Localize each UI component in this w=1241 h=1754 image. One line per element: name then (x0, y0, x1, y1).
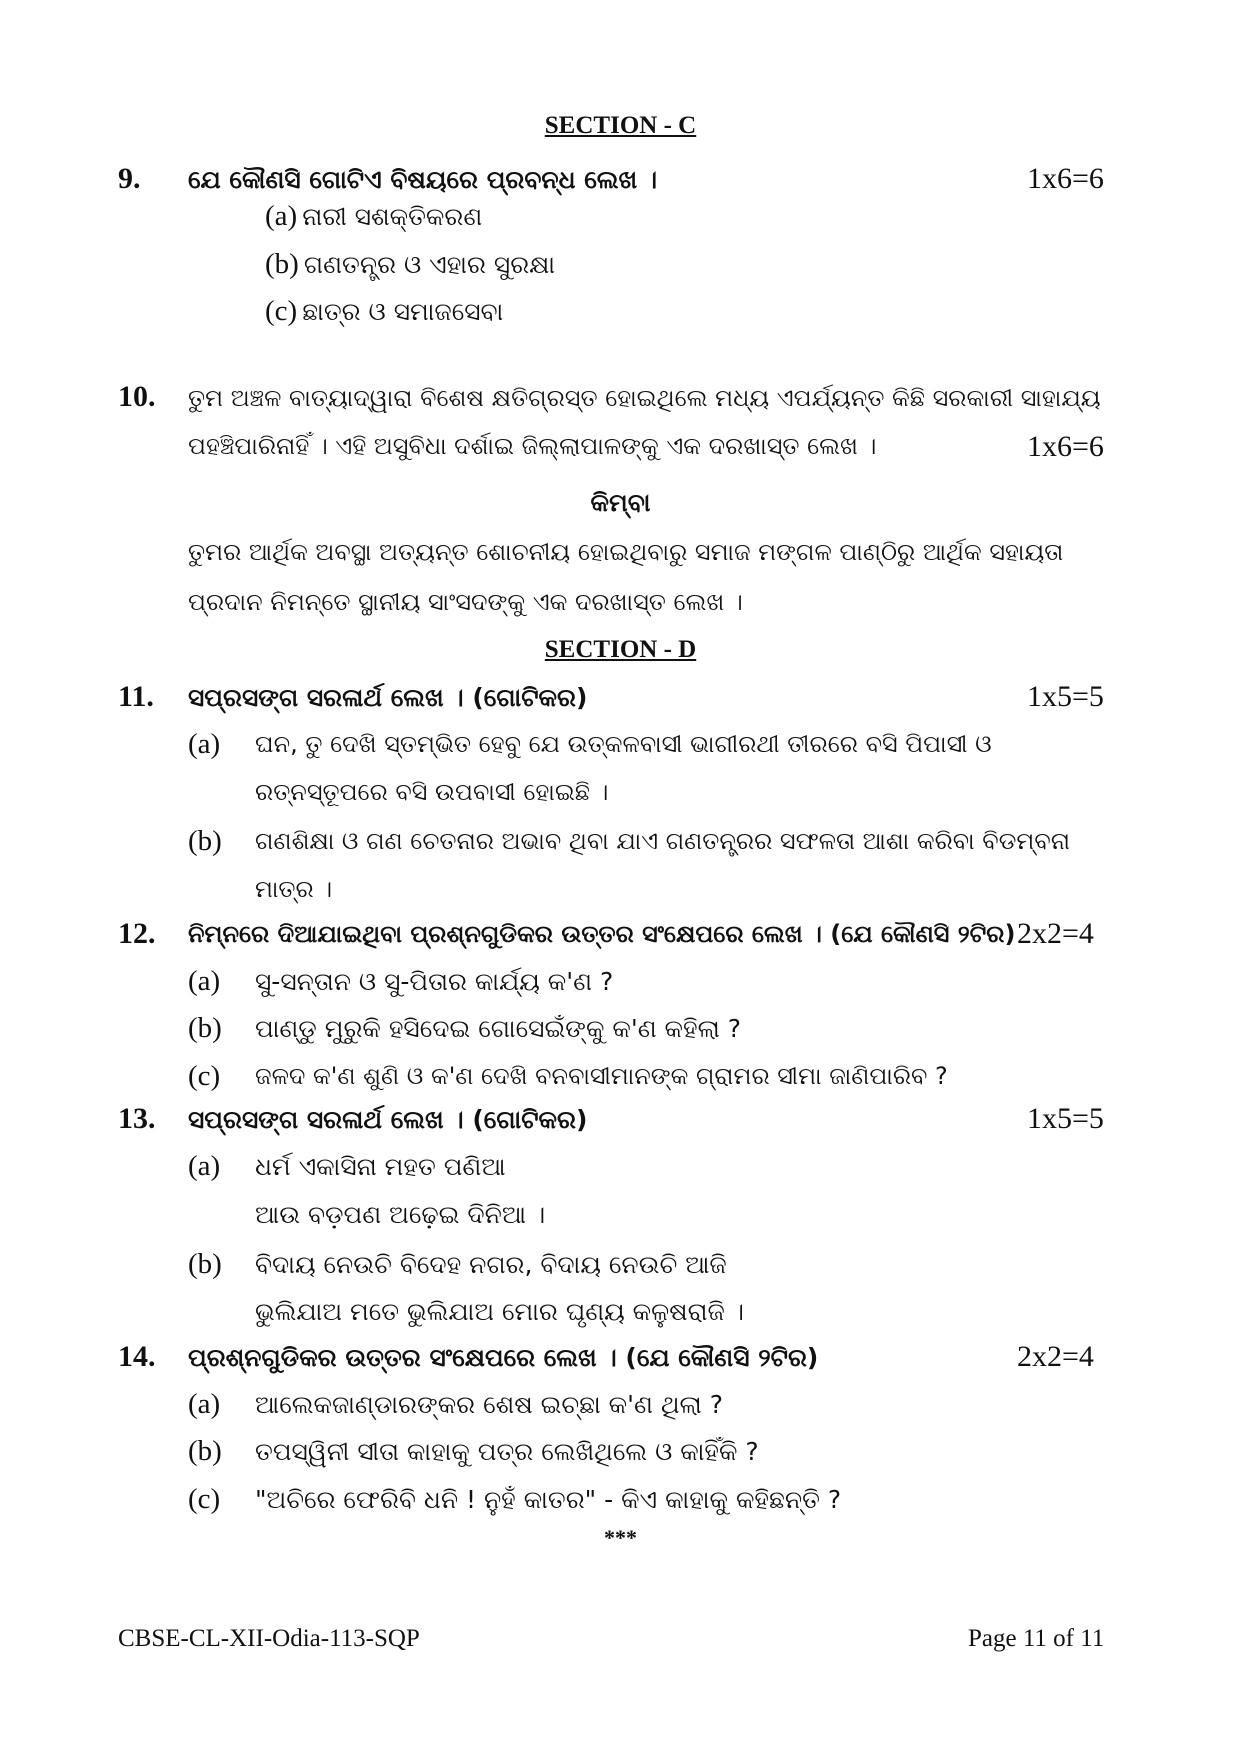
end-marker: *** (604, 1525, 637, 1550)
q12-marks: 2x2=4 (1017, 917, 1094, 950)
q10-line-1: ତୁମ ଅଞ୍ଚଳ ବାତ୍ୟାଦ୍ୱାରା ବିଶେଷ କ୍ଷତିଗ୍ରସ୍ତ ହୋଇଥିଲେ ମଧ୍ୟ ଏପର୍ଯ୍ୟନ୍ତ କିଛି ସରକାରୀ ସାହାଯ୍ୟ (188, 384, 1101, 412)
option-text: ନାରୀ ସଶକ୍ତିକରଣ (302, 202, 483, 231)
q11-b-line-2: ମାତ୍ର । (255, 875, 333, 903)
q10-line-2: ପହଞ୍ଚିପାରିନାହିଁ । ଏହି ଅସୁବିଧା ଦର୍ଶାଇ ଜିଲ୍ଲାପାଳଙ୍କୁ ଏକ ଦରଖାସ୍ତ ଲେଖ । (188, 432, 877, 460)
q14-a-text: ଆଲେକଜାଣ୍ଡାରଙ୍କର ଶେଷ ଇଚ୍ଛା କ'ଣ ଥିଲା ? (255, 1390, 723, 1419)
section-c-heading: SECTION - C (544, 112, 697, 139)
q11-b-label: (b) (188, 825, 222, 857)
section-d-heading: SECTION - D (544, 636, 697, 663)
q10-marks: 1x6=6 (1027, 430, 1104, 463)
q9-option-b (265, 248, 555, 281)
q11-marks: 1x5=5 (1027, 680, 1104, 713)
q11-text: ସପ୍ରସଙ୍ଗ ସରଳାର୍ଥ ଲେଖ । (ଗୋଟିକର) (188, 683, 588, 712)
q13-b-line-1: ବିଦାୟ ନେଉଚି ବିଦେହ ନଗର, ବିଦାୟ ନେଉଚି ଆଜି (255, 1250, 727, 1279)
q12-b-text: ପାଣ୍ଡୁ ମୁରୁକି ହସିଦେଇ ଗୋସେଇଁଙ୍କୁ କ'ଣ କହିଲା ? (255, 1014, 742, 1043)
q12-a-label: (a) (188, 965, 221, 997)
option-text: ଛାତ୍ର ଓ ସମାଜସେବା (302, 297, 504, 326)
q9-option-a (265, 200, 482, 233)
q13-number: 13. (118, 1102, 156, 1135)
q12-b-label: (b) (188, 1012, 222, 1044)
option-text: ଗଣତନ୍ତ୍ର ଓ ଏହାର ସୁରକ୍ଷା (303, 250, 556, 279)
q14-b-label: (b) (188, 1435, 222, 1467)
q14-text: ପ୍ରଶ୍ନଗୁଡିକର ଉତ୍ତର ସଂକ୍ଷେପରେ ଲେଖ । (ଯେ କୌଣସି ୨ଟିର) (188, 1343, 819, 1372)
q11-b-line-1: ଗଣଶିକ୍ଷା ଓ ଗଣ ଚେତନାର ଅଭାବ ଥିବା ଯାଏ ଗଣତନ୍ତ୍ରର ସଫଳତା ଆଶା କରିବା ବିଡମ୍ବନା (255, 827, 1071, 855)
q13-a-line-1: ଧର୍ମ ଏକାସିନା ମହତ ପଣିଆ (255, 1152, 506, 1181)
q11-a-label: (a) (188, 728, 221, 760)
footer-page-number: Page 11 of 11 (968, 1625, 1105, 1652)
q13-b-line-2: ଭୁଲିଯାଅ ମତେ ଭୁଲିଯାଅ ମୋର ଘୃଣ୍ୟ କଳୁଷରାଜି । (255, 1297, 744, 1326)
q9-number: 9. (118, 162, 141, 195)
q12-text: ନିମ୍ନରେ ଦିଆଯାଇଥିବା ପ୍ରଶ୍ନଗୁଡିକର ଉତ୍ତର ସଂକ୍ଷେପରେ ଲେଖ । (ଯେ କୌଣସି ୨ଟିର) (188, 920, 1016, 948)
q10-alt-line-2: ପ୍ରଦାନ ନିମନ୍ତେ ସ୍ଥାନୀୟ ସାଂସଦଙ୍କୁ ଏକ ଦରଖାସ୍ତ ଲେଖ । (188, 588, 743, 616)
q12-a-text: ସୁ-ସନ୍ତାନ ଓ ସୁ-ପିତାର କାର୍ଯ୍ୟ କ'ଣ ? (255, 967, 614, 996)
q14-b-text: ତପସ୍ୱିନୀ ସୀତା କାହାକୁ ପତ୍ର ଲେଖିଥିଲେ ଓ କାହିଁକି ? (255, 1437, 759, 1466)
q14-c-label: (c) (188, 1483, 221, 1515)
q11-number: 11. (118, 680, 154, 713)
q12-c-text: ଜଳଦ କ'ଣ ଶୁଣି ଓ କ'ଣ ଦେଖି ବନବାସୀମାନଙ୍କ ଗ୍ରାମର ସୀମା ଜାଣିପାରିବ ? (255, 1062, 948, 1090)
q11-a-line-1: ଘନ, ତୁ ଦେଖି ସ୍ତମ୍ଭିତ ହେବୁ ଯେ ଉତ୍କଳବାସୀ ଭାଗୀରଥୀ ତୀରରେ ବସି ପିପାସୀ ଓ (255, 730, 992, 758)
q14-a-label: (a) (188, 1388, 221, 1420)
q12-c-label: (c) (188, 1060, 221, 1092)
q12-number: 12. (118, 917, 156, 950)
option-label: (c) (265, 295, 298, 327)
q13-b-label: (b) (188, 1248, 222, 1280)
q10-alt-line-1: ତୁମର ଆର୍ଥିକ ଅବସ୍ଥା ଅତ୍ୟନ୍ତ ଶୋଚନୀୟ ହୋଇଥିବାରୁ ସମାଜ ମଙ୍ଗଳ ପାଣ୍ଠିରୁ ଆର୍ଥିକ ସହାୟତା (188, 538, 1064, 566)
q13-a-line-2: ଆଉ ବଡ଼ପଣ ଅଢ଼େଇ ଦିନିଆ । (255, 1200, 546, 1229)
option-label: (a) (265, 200, 298, 232)
q10-number: 10. (118, 380, 156, 413)
q13-marks: 1x5=5 (1027, 1102, 1104, 1135)
q14-c-text: "ଅଚିରେ ଫେରିବି ଧନି ! ନୁହଁ କାତର" - କିଏ କାହାକୁ କହିଛନ୍ତି ? (255, 1485, 842, 1514)
q10-or: କିମ୍ବା (590, 488, 651, 517)
q14-marks: 2x2=4 (1017, 1340, 1094, 1373)
q13-a-label: (a) (188, 1150, 221, 1182)
q9-text: ଯେ କୌଣସି ଗୋଟିଏ ବିଷୟରେ ପ୍ରବନ୍ଧ ଲେଖ । (188, 165, 658, 194)
q9-option-c (265, 295, 503, 328)
q14-number: 14. (118, 1340, 156, 1373)
q13-text: ସପ୍ରସଙ୍ଗ ସରଳାର୍ଥ ଲେଖ । (ଗୋଟିକର) (188, 1105, 588, 1134)
footer-code: CBSE-CL-XII-Odia-113-SQP (118, 1625, 420, 1652)
q9-marks: 1x6=6 (1027, 162, 1104, 195)
option-label: (b) (265, 248, 299, 280)
q11-a-line-2: ରତ୍ନସ୍ତୂପରେ ବସି ଉପବାସୀ ହୋଇଛି । (255, 778, 609, 806)
